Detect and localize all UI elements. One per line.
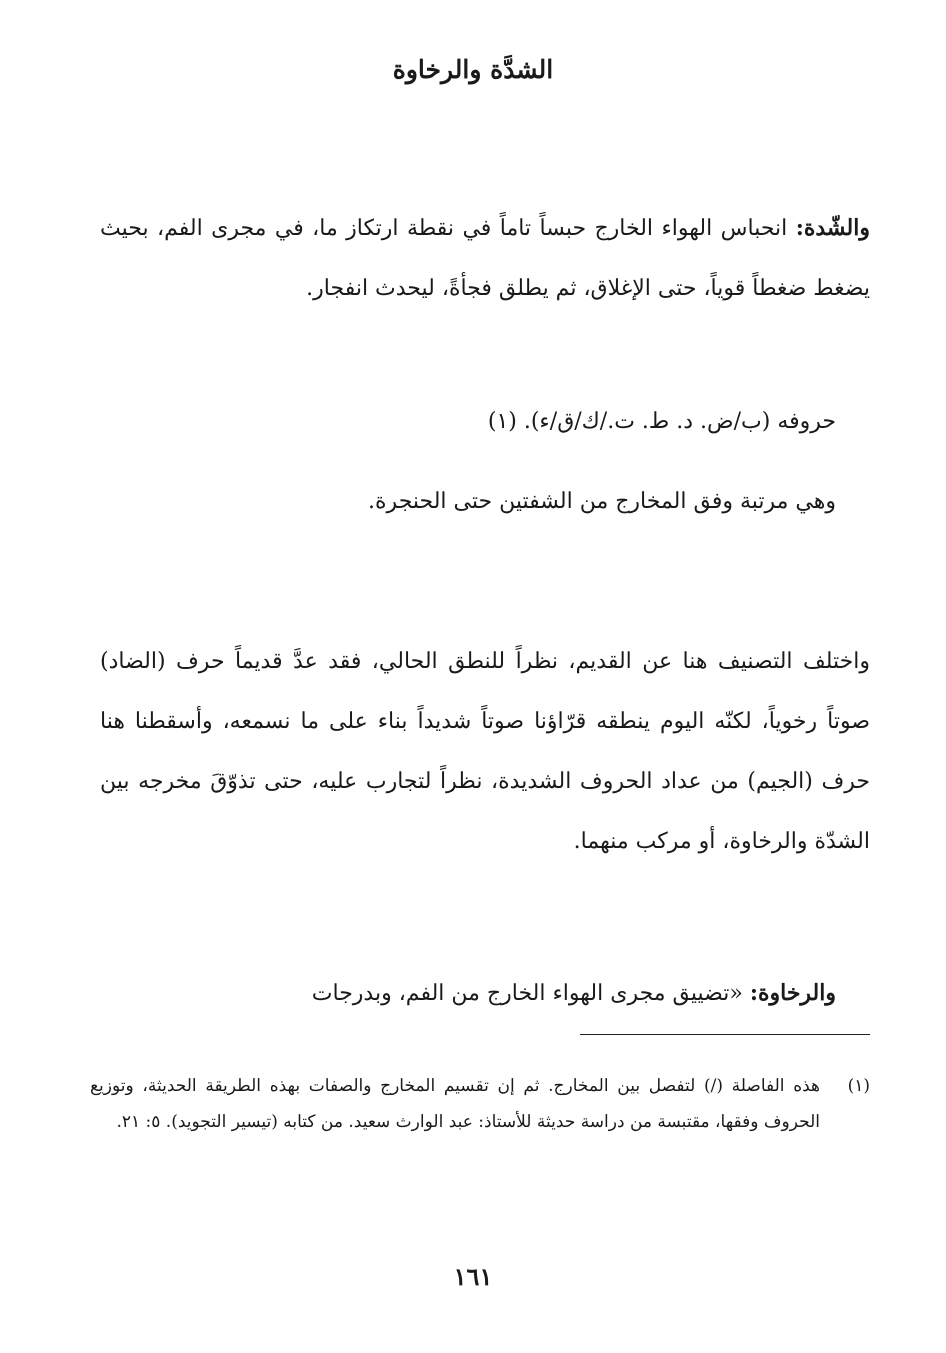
paragraph-letters-order: وهي مرتبة وفق المخارج من الشفتين حتى الحنجرة.	[368, 489, 836, 514]
paragraph-rakhawa-definition	[96, 963, 836, 1024]
paragraph-shidda-definition	[100, 198, 870, 319]
term-rakhawa: والرخاوة:	[749, 980, 836, 1006]
term-shidda: والشّدة:	[795, 215, 870, 241]
shidda-definition-text: انحباس الهواء الخارج حبساً تاماً في نقطة ارتكاز ما، في مجرى الفم، بحيث يضغط ضغطاً قوياً، حتى الإغلاق، ثم يطلق فجأةً، ليحدث انفجار.	[100, 216, 870, 301]
footnote-marker: (١)	[847, 1076, 870, 1096]
footnote	[90, 1068, 870, 1140]
footnote-divider	[580, 1034, 870, 1035]
footnote-text: هذه الفاصلة (/) لتفصل بين المخارج. ثم إن تقسيم المخارج والصفات بهذه الطريقة الحديثة، وتوزيع الحروف وفقها، مقتبسة من دراسة حديثة للأستاذ: عبد الوارث سعيد. من كتابه (تيسير التجويد). ٥: ٢١.	[90, 1076, 820, 1132]
paragraph-shidda-letters: حروفه (ب/ض. د. ط. ت./ك/ق/ء). (١)	[487, 409, 836, 434]
page-title: الشدَّة والرخاوة	[392, 55, 554, 84]
page-number: ١٦١	[453, 1262, 493, 1291]
rakhawa-definition-text: «تضييق مجرى الهواء الخارج من الفم، وبدرجات	[311, 981, 750, 1006]
paragraph-classification-difference: واختلف التصنيف هنا عن القديم، نظراً للنطق الحالي، فقد عدَّ قديماً حرف (الضاد) صوتاً رخوياً، لكنّه اليوم ينطقه قرّاؤنا صوتاً شديداً بناء على ما نسمعه، وأسقطنا هنا حرف (الجيم) من عداد الحروف الشديدة، نظراً لتجارب عليه، حتى تذوّقَ مخرجه بين الشدّة والرخاوة، أو مركب منهما.	[100, 649, 870, 854]
